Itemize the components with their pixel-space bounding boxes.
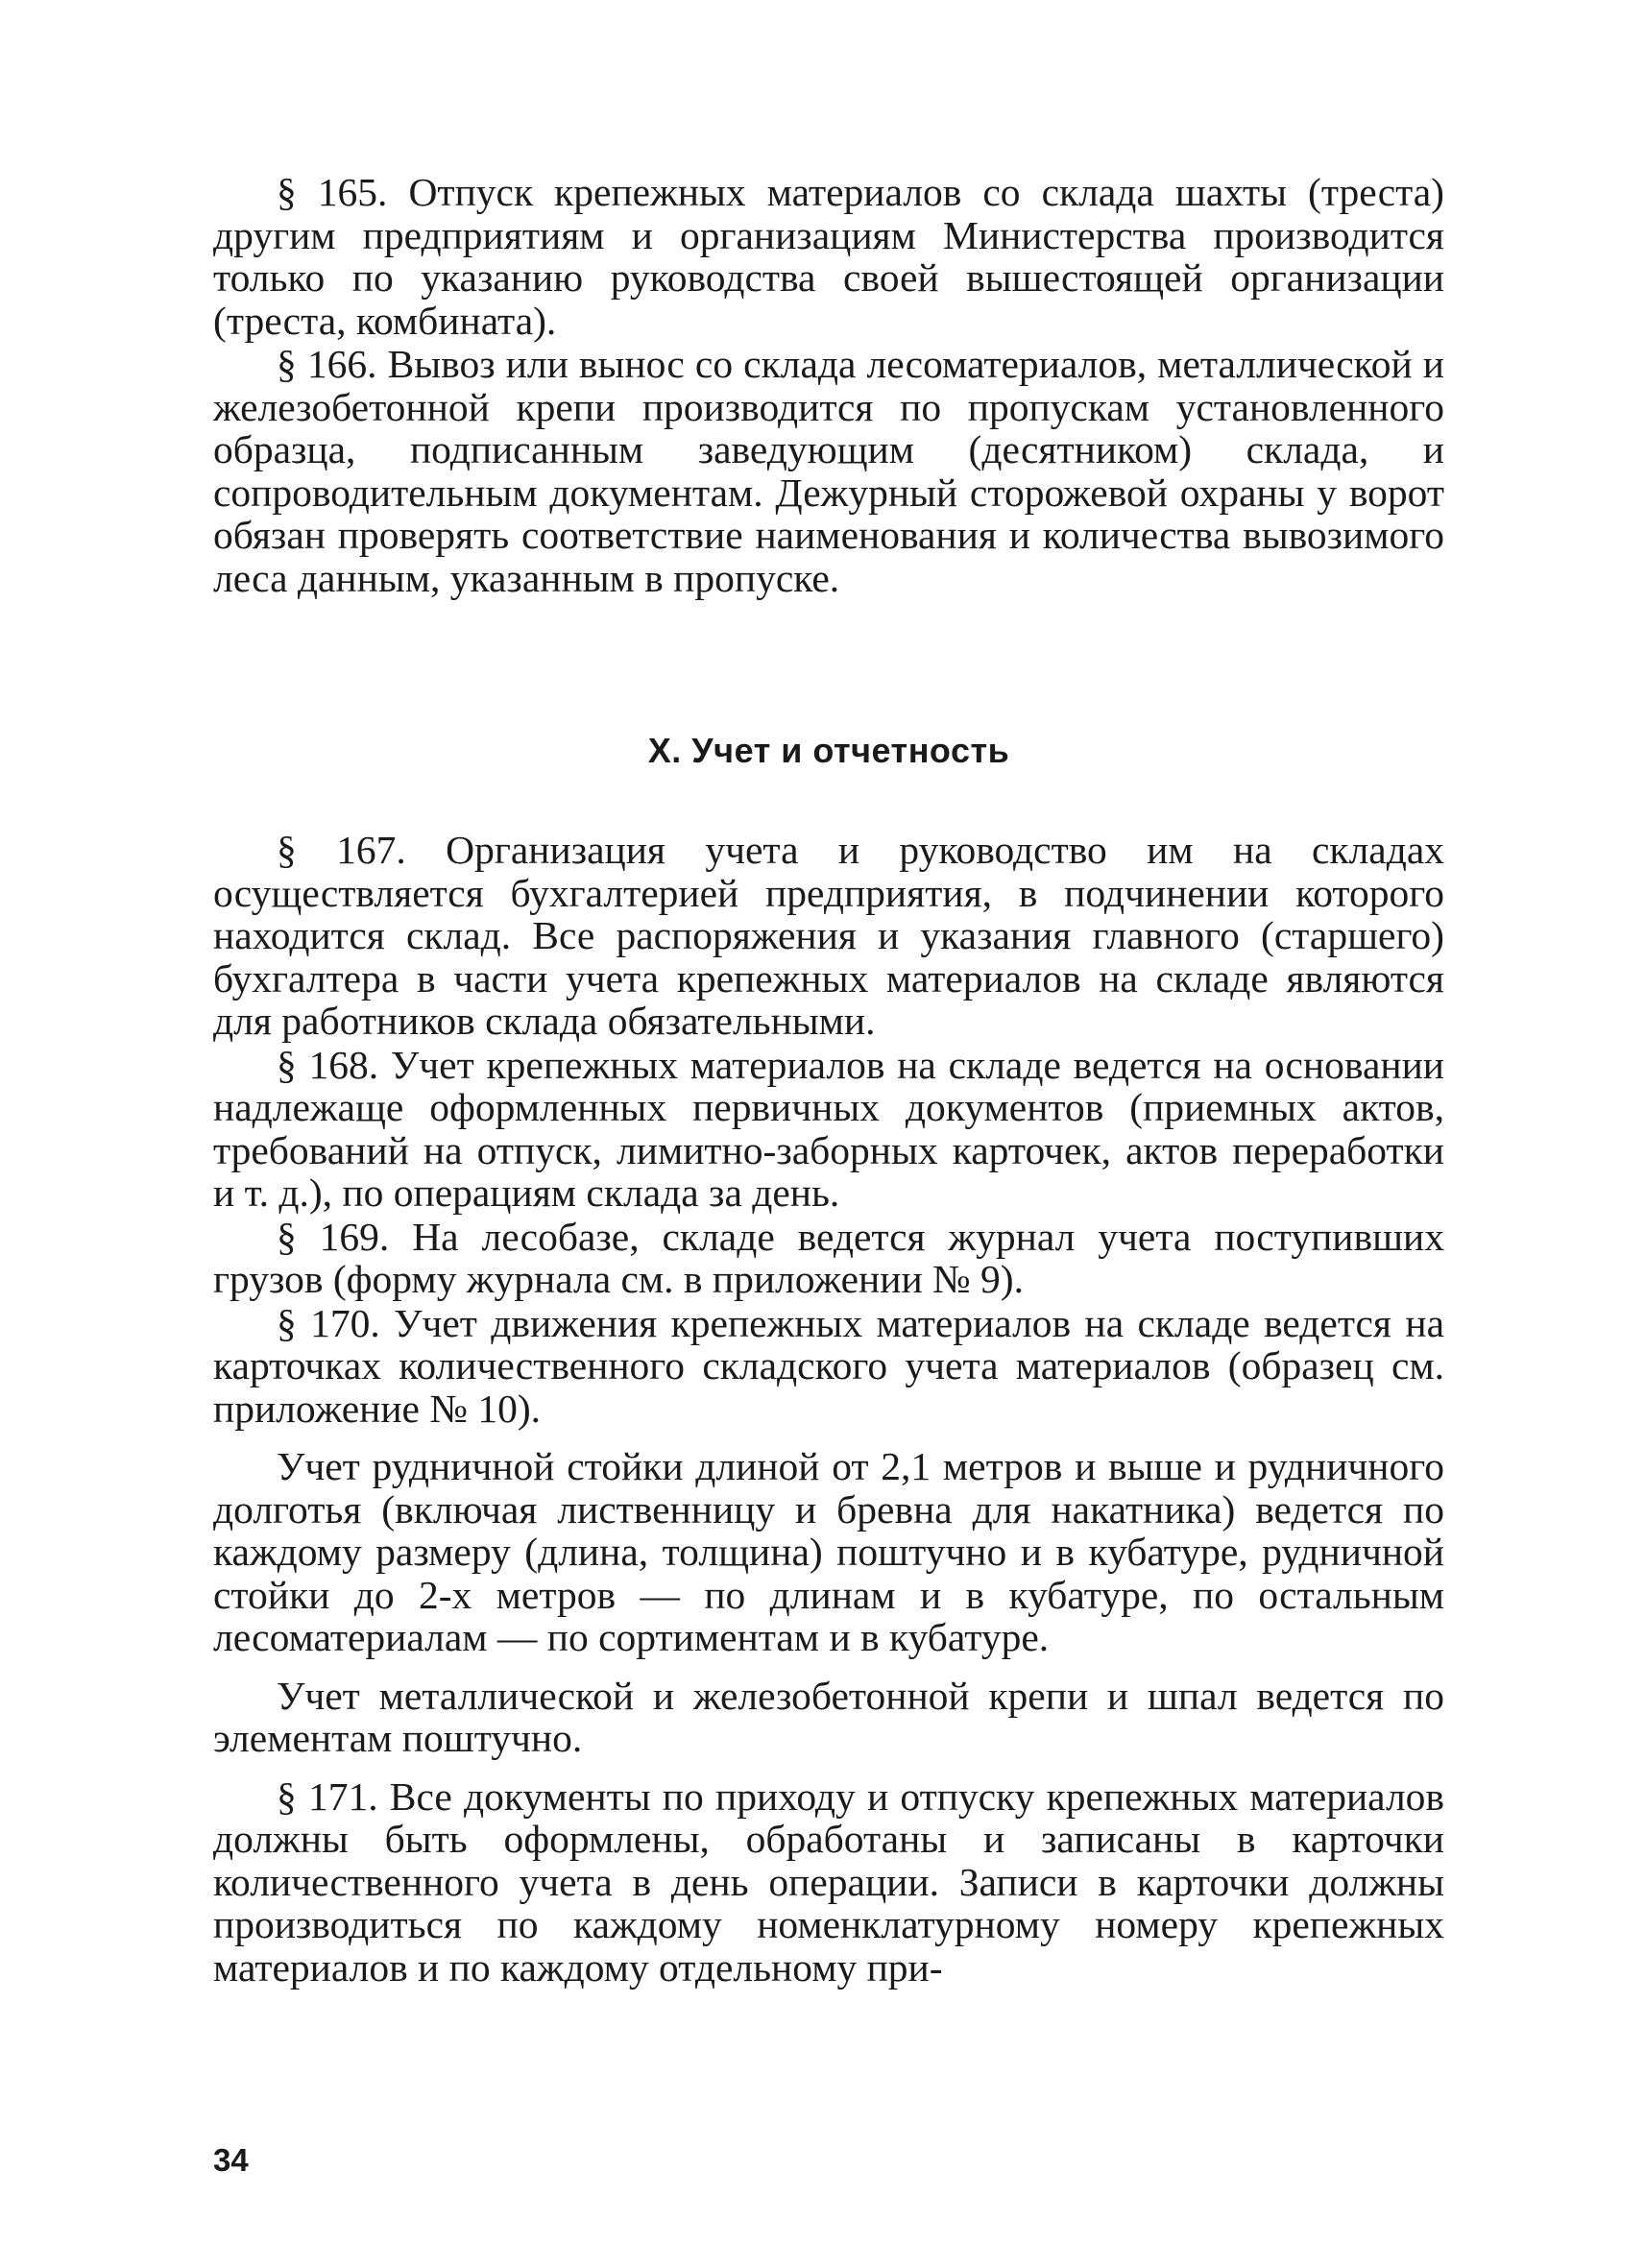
paragraph-timber-accounting: Учет рудничной стойки длиной от 2,1 метров и выше и рудничного долготья (включая лиственницу и бревна для накатника) ведется по каждому размеру (длина, толщина) поштучно и в кубатуре, рудничной стойки до 2-х метров — по длинам и в кубатуре, по остальным лесоматериалам — по сортиментам и в кубатуре. [213,1444,1444,1659]
paragraph-169: § 169. На лесобазе, складе ведется журнал учета поступивших грузов (форму журнала см. в приложении № 9). [213,1214,1444,1301]
paragraph-170: § 170. Учет движения крепежных материалов на складе ведется на карточках количественного складского учета материалов (образец см. приложение № 10). [213,1300,1444,1431]
text-block-bottom [213,829,1444,1989]
paragraph-metal-support-accounting: Учет металлической и железобетонной крепи и шпал ведется по элементам поштучно. [213,1673,1444,1760]
paragraph-171: § 171. Все документы по приходу и отпуску крепежных материалов должны быть оформлены, обработаны и записаны в карточки количественного учета в день операции. Записи в карточки должны производиться по каждому номенклатурному номеру крепежных материалов и по каждому отдельному при- [213,1773,1444,1990]
section-heading: X. Учет и отчетность [647,731,1010,770]
paragraph-168: § 168. Учет крепежных материалов на складе ведется на основании надлежаще оформленных первичных документов (приемных актов, требований на отпуск, лимитно-заборных карточек, актов переработки и т. д.), по операциям склада за день. [213,1042,1444,1215]
text-block-top [213,171,1444,599]
paragraph-165: § 165. Отпуск крепежных материалов со склада шахты (треста) другим предприятиям и организациям Министерства производится только по указанию руководства своей вышестоящей организации (треста, комбината). [213,170,1444,343]
page-number: 34 [213,2142,249,2178]
paragraph-167: § 167. Организация учета и руководство им на складах осуществляется бухгалтерией предприятия, в подчинении которого находится склад. Все распоряжения и указания главного (старшего) бухгалтера в части учета крепежных материалов на складе являются для работников склада обязательными. [213,828,1444,1043]
paragraph-166: § 166. Вывоз или вынос со склада лесоматериалов, металлической и железобетонной крепи производится по пропускам установленного образца, подписанным заведующим (десятником) склада, и сопроводительным документам. Дежурный сторожевой охраны у ворот обязан проверять соответствие наименования и количества вывозимого леса данным, указанным в пропуске. [213,342,1444,600]
